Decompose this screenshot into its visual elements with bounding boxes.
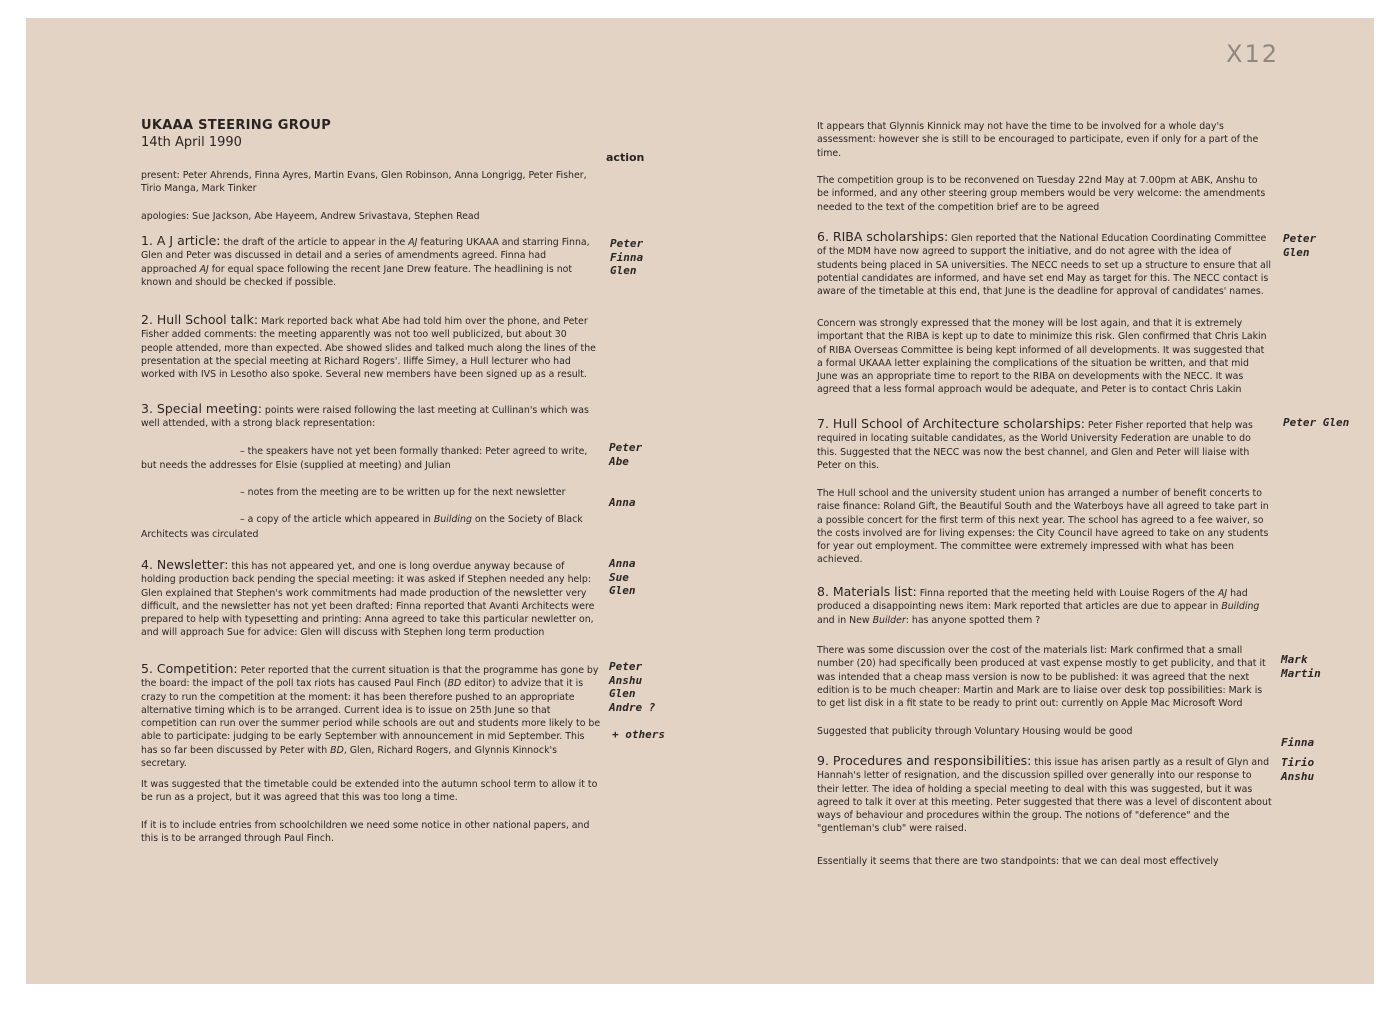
item-heading: 2. Hull School talk:: [141, 312, 259, 327]
item-hull-school-talk: 2. Hull School talk: Mark reported back what Abe had told him over the phone, and Peter Fisher added comments: the meeting apparently was not too well publicized, but about 30 people attended, more than expected. Abe showed slides and talked much along the lines of the presentation at the special meeting at Richard Rogers'. Iliffe Simey, a Hull lecturer who had worked with IVS in Lesotho also spoke. Several new members have been signed up as a result.: [141, 312, 596, 381]
bullet-speakers: – the speakers have not yet been formally thanked: Peter agreed to write,: [240, 446, 588, 457]
procedures-paragraph-2: Essentially it seems that there are two standpoints: that we can deal most effectively: [817, 856, 1219, 867]
item-heading: 7. Hull School of Architecture scholarships:: [817, 416, 1085, 431]
item-hull-scholarships: 7. Hull School of Architecture scholarships: Peter Fisher reported that help was required in locating suitable candidates, as the World University Federation are unable to do this. Suggested that the NECC was now the best channel, and Glen and Peter will liaise with Peter on this.: [817, 416, 1253, 471]
action-names: Tirio Anshu: [1281, 756, 1315, 783]
action-names: Anna Sue Glen: [609, 557, 636, 597]
action-names: Anna: [609, 496, 636, 509]
action-column-label: action: [606, 151, 645, 164]
pencil-annotation: X12: [1226, 40, 1279, 68]
action-names: Peter Glen: [1283, 416, 1350, 429]
action-names: Mark Martin: [1281, 653, 1321, 680]
meeting-date: 14th April 1990: [141, 135, 242, 150]
hull-paragraph-2: The Hull school and the university student union has arranged a number of benefit concerts to raise finance: Roland Gift, the Beautiful South and the Waterboys have all agreed to take part in a possible concert for the first term of this next year. The school has agreed to a fee waiver, so the costs involved are for living expenses: the City Council have agreed to take on any students for year out employment. The committee were extremely impressed with what has been achieved.: [817, 488, 1269, 566]
item-materials-list: 8. Materials list: Finna reported that the meeting held with Louise Rogers of the AJ had produced a disappointing news item: Mark reported that articles are due to appear in Building and in New Builder: has anyone spotted them ?: [817, 584, 1260, 626]
action-names: Peter Abe: [609, 441, 643, 468]
item-heading: 6. RIBA scholarships:: [817, 229, 949, 244]
action-names: Peter Finna Glen: [610, 237, 644, 277]
item-newsletter: 4. Newsletter: this has not appeared yet, and one is long overdue anyway because of holding production back pending the special meeting: it was asked if Stephen needed any help: Glen explained that Stephen's work commitments had made production of the newsletter very difficult, and the newsletter has not yet been drafted: Finna reported that Avanti Architects were prepared to help with typesetting and printing: Anna agreed to take this particular newletter on, and will approach Sue for advice: Glen will discuss with Stephen long term production: [141, 557, 595, 639]
item-procedures: 9. Procedures and responsibilities: this issue has arisen partly as a result of Glyn and Hannah's letter of resignation, and the discussion spilled over generally into our response to their letter. The idea of holding a special meeting to deal with this was suggested, but it was agreed to talk it over at this meeting. Peter suggested that there was a level of discontent about ways of behaviour and procedures within the group. The notions of "deference" and the "gentleman's club" were raised.: [817, 753, 1272, 835]
competition-paragraph-2: It was suggested that the timetable could be extended into the autumn school term to allow it to be run as a project, but it was agreed that this was too long a time.: [141, 779, 598, 804]
item-heading: 1. A J article:: [141, 233, 221, 248]
item-heading: 4. Newsletter:: [141, 557, 229, 572]
competition-continued-1: It appears that Glynnis Kinnick may not have the time to be involved for a whole day's assessment: however she is still to be encouraged to participate, even if only for a part of the time.: [817, 121, 1259, 159]
item-riba-scholarships: 6. RIBA scholarships: Glen reported that the National Education Coordinating Committee of the MDM have now agreed to support the initiative, and do not agree with the idea of students being placed in SA universities. The NECC needs to set up a structure to ensure that all potential candidates are informed, and have set end May as target for this. The NECC contact is aware of the timetable at this end, that June is the deadline for approval of candidates' names.: [817, 229, 1271, 298]
apologies-list: apologies: Sue Jackson, Abe Hayeem, Andrew Srivastava, Stephen Read: [141, 211, 480, 222]
item-special-meeting: 3. Special meeting: points were raised following the last meeting at Cullinan's which was well attended, with a strong black representation:: [141, 401, 589, 430]
materials-paragraph-3: Suggested that publicity through Voluntary Housing would be good: [817, 726, 1133, 737]
item-competition: 5. Competition: Peter reported that the current situation is that the programme has gone by the board: the impact of the poll tax riots has caused Paul Finch (BD editor) to advize that it is crazy to run the competition at the moment: it has been therefore pushed to an appropriate alternative timing which is to be arranged. Current idea is to issue on 25th June so that competition can run over the summer period while schools are out and students more likely to be able to participate: judging to be early September with announcement in mid September. This has so far been discussed by Peter with BD, Glen, Richard Rogers, and Glynnis Kinnock's secretary.: [141, 661, 601, 770]
bullet-article: – a copy of the article which appeared in Building on the Society of Black: [240, 514, 583, 525]
item-heading: 5. Competition:: [141, 661, 238, 676]
riba-paragraph-2: Concern was strongly expressed that the money will be lost again, and that it is extremely important that the RIBA is kept up to date to minimize this risk. Glen confirmed that Chris Lakin of RIBA Overseas Committee is being kept informed of all developments. It was suggested that a formal UKAAA letter explaining the complications of the situation be written, and that mid June was an appropriate time to report to the RIBA on developments with the NECC. It was agreed that a less formal approach would be adequate, and Peter is to contact Chris Lakin: [817, 318, 1267, 396]
action-names-others: + others: [612, 728, 665, 741]
item-heading: 9. Procedures and responsibilities:: [817, 753, 1032, 768]
materials-paragraph-2: There was some discussion over the cost of the materials list: Mark confirmed that a small number (20) had specifically been produced at vast expense mostly to get publicity, and that it was intended that a cheap mass version is now to be published: it was agreed that the next edition is to be much cheaper: Martin and Mark are to liaise over desk top possibilities: Mark is to get list disk in a fit state to be ready to print out: currently on Apple Mac Microsoft Word: [817, 645, 1266, 710]
competition-paragraph-3: If it is to include entries from schoolchildren we need some notice in other national papers, and this is to be arranged through Paul Finch.: [141, 820, 590, 845]
item-aj-article: 1. A J article: the draft of the article to appear in the AJ featuring UKAAA and starring Finna, Glen and Peter was discussed in detail and a series of amendments agreed. Finna had approached AJ for equal space following the recent Jane Drew feature. The headlining is not known and should be checked if possible.: [141, 233, 590, 288]
bullet-notes: – notes from the meeting are to be written up for the next newsletter: [240, 487, 566, 498]
competition-continued-2: The competition group is to be reconvened on Tuesday 22nd May at 7.00pm at ABK, Anshu to be informed, and any other steering group members would be very welcome: the amendments needed to the text of the competition brief are to be agreed: [817, 175, 1266, 213]
item-heading: 8. Materials list:: [817, 584, 917, 599]
document-title: UKAAA STEERING GROUP: [141, 118, 332, 133]
bullet-article-cont: Architects was circulated: [141, 529, 259, 540]
action-names: Finna: [1281, 736, 1315, 749]
item-heading: 3. Special meeting:: [141, 401, 262, 416]
action-names: Peter Anshu Glen Andre ?: [609, 660, 656, 714]
present-list: present: Peter Ahrends, Finna Ayres, Martin Evans, Glen Robinson, Anna Longrigg, Peter Fisher, Tirio Manga, Mark Tinker: [141, 170, 587, 195]
bullet-speakers-cont: but needs the addresses for Elsie (supplied at meeting) and Julian: [141, 460, 451, 471]
action-names: Peter Glen: [1283, 232, 1317, 259]
